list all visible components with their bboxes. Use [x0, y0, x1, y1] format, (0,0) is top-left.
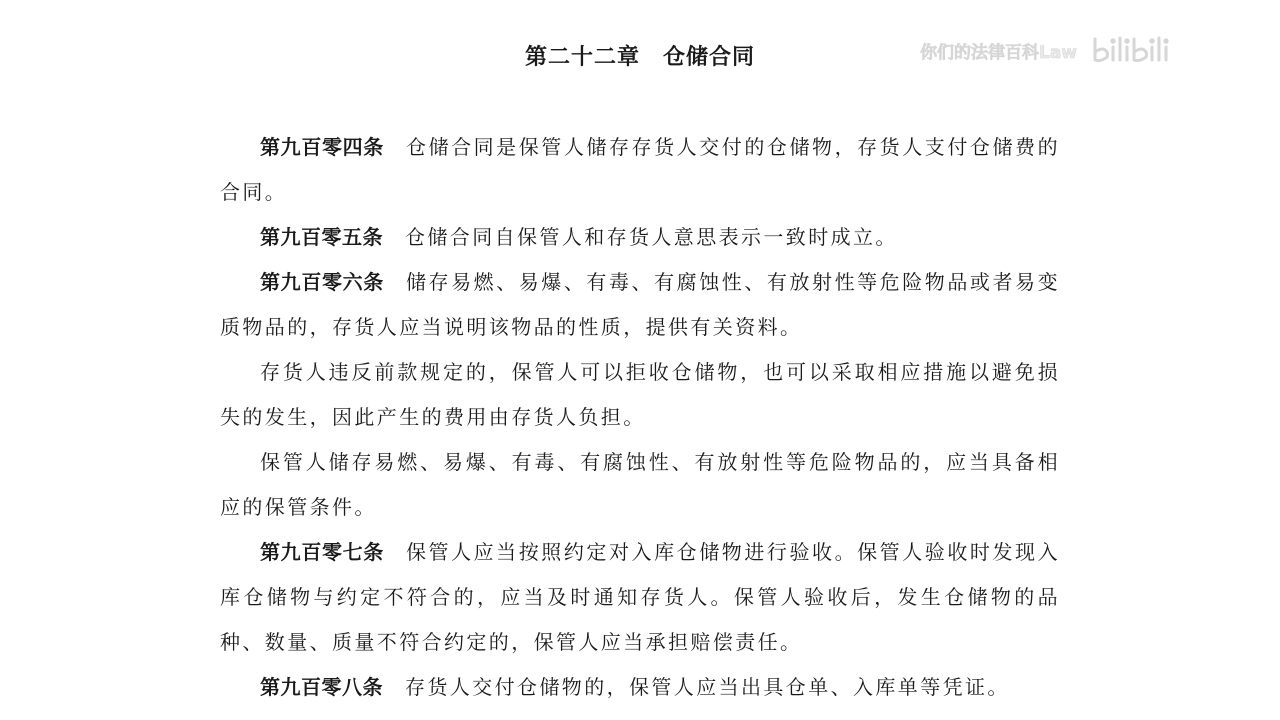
- article-paragraph: [220, 350, 1060, 440]
- article-paragraph: [220, 665, 1060, 710]
- article-number: 第九百零七条: [260, 540, 384, 564]
- article-paragraph: [220, 260, 1060, 350]
- article-number: 第九百零四条: [260, 135, 384, 159]
- article-text: 保管人储存易燃、易爆、有毒、有腐蚀性、有放射性等危险物品的，应当具备相应的保管条件。: [220, 450, 1060, 519]
- watermark: [920, 36, 1183, 64]
- article-paragraph: [220, 215, 1060, 260]
- articles-body: [220, 125, 1060, 710]
- article-text: 存货人违反前款规定的，保管人可以拒收仓储物，也可以采取相应措施以避免损失的发生，因此产生的费用由存货人负担。: [220, 360, 1060, 429]
- chapter-title: 第二十二章 仓储合同: [524, 45, 755, 70]
- article-number: 第九百零八条: [260, 675, 383, 699]
- bilibili-logo-icon: [1091, 35, 1183, 65]
- article-paragraph: [220, 125, 1060, 215]
- article-text: 仓储合同自保管人和存货人意思表示一致时成立。: [405, 225, 898, 249]
- article-text: 仓储合同是保管人储存存货人交付的仓储物，存货人支付仓储费的合同。: [220, 135, 1060, 204]
- watermark-text: 你们的法律百科Law: [920, 42, 1078, 63]
- article-number: 第九百零六条: [260, 270, 384, 294]
- article-number: 第九百零五条: [260, 225, 383, 249]
- article-text: 保管人应当按照约定对入库仓储物进行验收。保管人验收时发现入库仓储物与约定不符合的，应当及时通知存货人。保管人验收后，发生仓储物的品种、数量、质量不符合约定的，保管人应当承担赔偿责任。: [220, 540, 1060, 654]
- article-paragraph: [220, 530, 1060, 665]
- article-text: 存货人交付仓储物的，保管人应当出具仓单、入库单等凭证。: [405, 675, 1010, 699]
- article-paragraph: [220, 440, 1060, 530]
- article-text: 储存易燃、易爆、有毒、有腐蚀性、有放射性等危险物品或者易变质物品的，存货人应当说明该物品的性质，提供有关资料。: [220, 270, 1060, 339]
